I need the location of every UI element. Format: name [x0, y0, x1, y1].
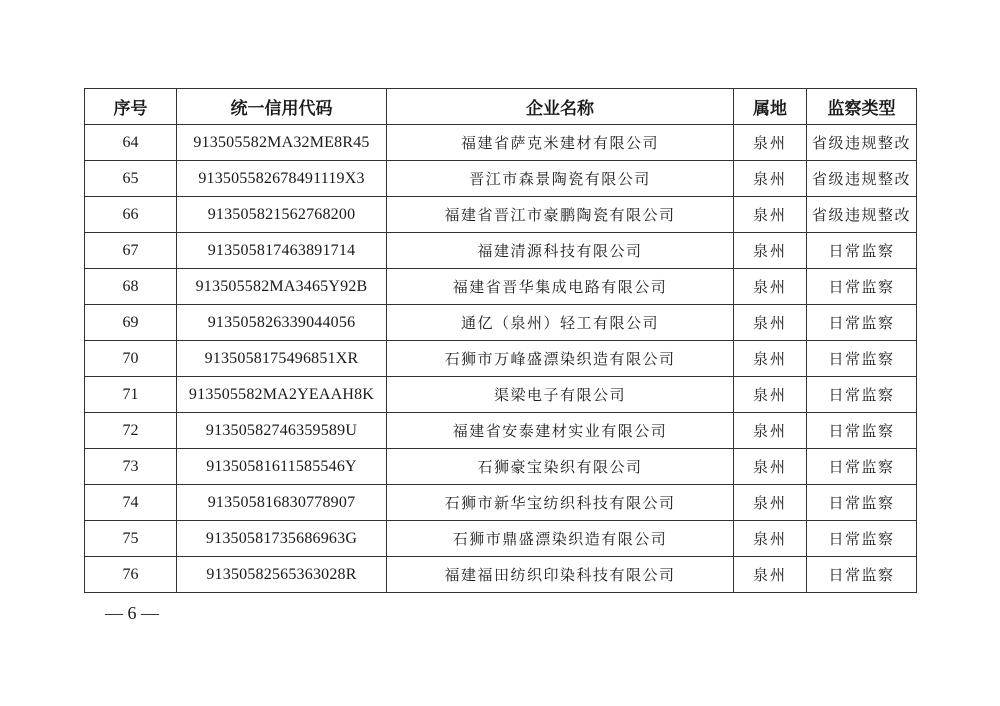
cell-company-name: 石狮市万峰盛漂染织造有限公司 [387, 341, 734, 377]
cell-company-name: 晋江市森景陶瓷有限公司 [387, 161, 734, 197]
cell-company-name: 渠梁电子有限公司 [387, 377, 734, 413]
cell-seq: 75 [85, 521, 177, 557]
cell-region: 泉州 [734, 233, 807, 269]
cell-company-name: 福建省晋江市豪鹏陶瓷有限公司 [387, 197, 734, 233]
table-row [85, 413, 917, 449]
page-number: — 6 — [105, 603, 159, 623]
cell-seq: 72 [85, 413, 177, 449]
cell-region: 泉州 [734, 305, 807, 341]
table-row [85, 557, 917, 593]
table-row [85, 197, 917, 233]
cell-credit-code: 913505816830778907 [177, 485, 387, 521]
cell-company-name: 石狮市鼎盛漂染织造有限公司 [387, 521, 734, 557]
cell-credit-code: 91350581735686963G [177, 521, 387, 557]
cell-seq: 67 [85, 233, 177, 269]
cell-credit-code: 91350582565363028R [177, 557, 387, 593]
cell-inspection-type: 日常监察 [807, 377, 917, 413]
cell-company-name: 通亿（泉州）轻工有限公司 [387, 305, 734, 341]
cell-company-name: 福建清源科技有限公司 [387, 233, 734, 269]
cell-company-name: 福建省萨克米建材有限公司 [387, 125, 734, 161]
cell-region: 泉州 [734, 197, 807, 233]
table-row [85, 449, 917, 485]
cell-region: 泉州 [734, 125, 807, 161]
cell-seq: 70 [85, 341, 177, 377]
cell-inspection-type: 日常监察 [807, 341, 917, 377]
header-row [85, 89, 917, 125]
cell-company-name: 福建省安泰建材实业有限公司 [387, 413, 734, 449]
table-row [85, 233, 917, 269]
table-row [85, 377, 917, 413]
header-credit-code: 统一信用代码 [177, 89, 387, 125]
cell-inspection-type: 省级违规整改 [807, 125, 917, 161]
header-inspection-type: 监察类型 [807, 89, 917, 125]
cell-seq: 76 [85, 557, 177, 593]
cell-inspection-type: 日常监察 [807, 305, 917, 341]
cell-inspection-type: 日常监察 [807, 485, 917, 521]
cell-credit-code: 913505817463891714 [177, 233, 387, 269]
table-row [85, 269, 917, 305]
table-row [85, 521, 917, 557]
cell-region: 泉州 [734, 341, 807, 377]
table-row [85, 485, 917, 521]
cell-region: 泉州 [734, 377, 807, 413]
cell-seq: 66 [85, 197, 177, 233]
cell-company-name: 石狮豪宝染织有限公司 [387, 449, 734, 485]
cell-credit-code: 913505582MA3465Y92B [177, 269, 387, 305]
cell-credit-code: 913505582678491119X3 [177, 161, 387, 197]
cell-inspection-type: 日常监察 [807, 269, 917, 305]
header-seq: 序号 [85, 89, 177, 125]
cell-seq: 73 [85, 449, 177, 485]
cell-region: 泉州 [734, 269, 807, 305]
cell-seq: 69 [85, 305, 177, 341]
cell-inspection-type: 日常监察 [807, 521, 917, 557]
cell-company-name: 石狮市新华宝纺织科技有限公司 [387, 485, 734, 521]
cell-region: 泉州 [734, 161, 807, 197]
cell-seq: 74 [85, 485, 177, 521]
cell-region: 泉州 [734, 521, 807, 557]
cell-seq: 65 [85, 161, 177, 197]
cell-inspection-type: 省级违规整改 [807, 197, 917, 233]
cell-credit-code: 913505826339044056 [177, 305, 387, 341]
cell-region: 泉州 [734, 485, 807, 521]
cell-seq: 71 [85, 377, 177, 413]
table-header [85, 89, 917, 125]
cell-company-name: 福建福田纺织印染科技有限公司 [387, 557, 734, 593]
header-company-name: 企业名称 [387, 89, 734, 125]
cell-credit-code: 91350581611585546Y [177, 449, 387, 485]
table-body [85, 125, 917, 593]
cell-region: 泉州 [734, 413, 807, 449]
header-region: 属地 [734, 89, 807, 125]
enterprise-table [84, 88, 917, 593]
cell-inspection-type: 省级违规整改 [807, 161, 917, 197]
cell-credit-code: 91350582746359589U [177, 413, 387, 449]
cell-inspection-type: 日常监察 [807, 557, 917, 593]
cell-company-name: 福建省晋华集成电路有限公司 [387, 269, 734, 305]
table-row [85, 341, 917, 377]
cell-inspection-type: 日常监察 [807, 449, 917, 485]
cell-region: 泉州 [734, 557, 807, 593]
table-row [85, 161, 917, 197]
cell-credit-code: 913505582MA32ME8R45 [177, 125, 387, 161]
cell-credit-code: 913505821562768200 [177, 197, 387, 233]
cell-inspection-type: 日常监察 [807, 233, 917, 269]
table-row [85, 305, 917, 341]
cell-seq: 64 [85, 125, 177, 161]
cell-inspection-type: 日常监察 [807, 413, 917, 449]
cell-credit-code: 9135058175496851XR [177, 341, 387, 377]
cell-seq: 68 [85, 269, 177, 305]
cell-region: 泉州 [734, 449, 807, 485]
cell-credit-code: 913505582MA2YEAAH8K [177, 377, 387, 413]
table-row [85, 125, 917, 161]
